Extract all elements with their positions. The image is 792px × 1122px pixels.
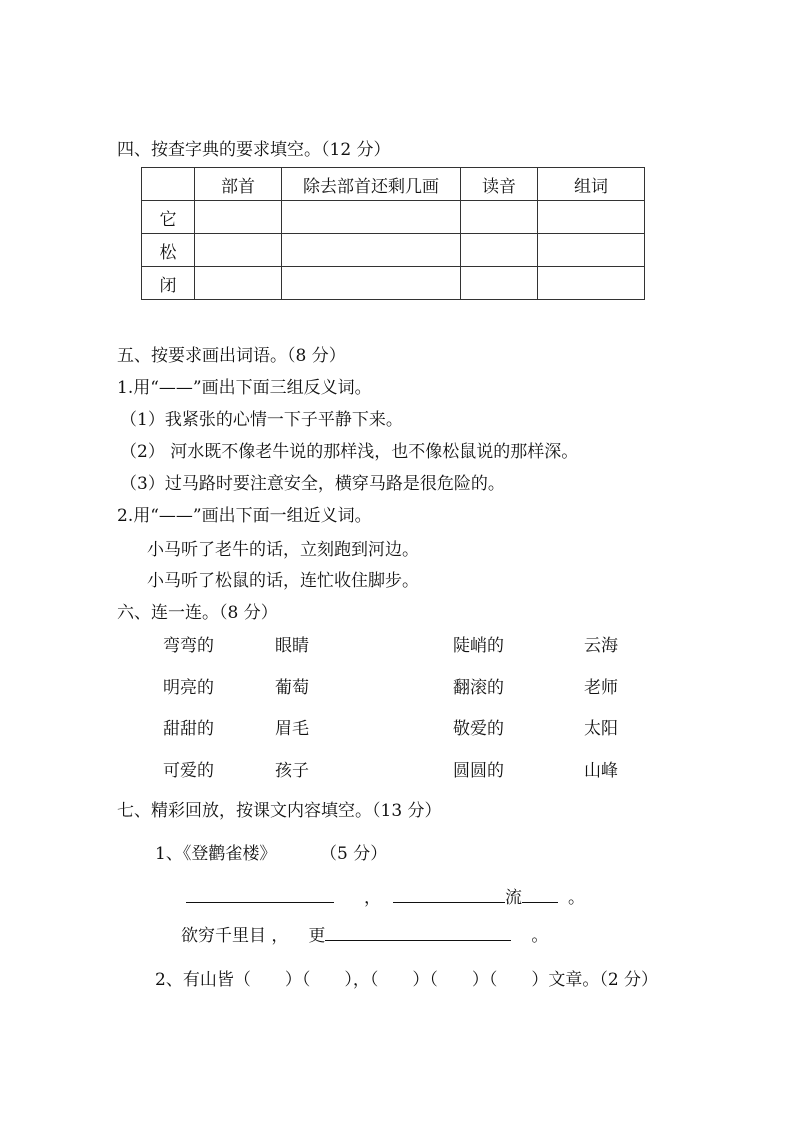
row-character: 闭	[142, 267, 195, 300]
blank-cell[interactable]	[282, 267, 461, 300]
match-word[interactable]: 眼睛	[275, 636, 309, 656]
table-header-cell: 读音	[461, 168, 538, 201]
section-6-title: 六、连一连。（8 分）	[117, 603, 278, 623]
match-word[interactable]: 明亮的	[163, 678, 214, 698]
sentence-item: 小马听了老牛的话，立刻跑到河边。	[147, 540, 419, 560]
sentence-item: （3）过马路时要注意安全，横穿马路是很危险的。	[120, 474, 505, 494]
blank-cell[interactable]	[538, 234, 645, 267]
blank-cell[interactable]	[461, 234, 538, 267]
poem-text: 欲穷千里目 ，	[181, 926, 289, 946]
table-header-cell: 除去部首还剩几画	[282, 168, 461, 201]
question-5-1: 1.用“——”画出下面三组反义词。	[117, 378, 372, 398]
sentence-item: （1）我紧张的心情一下子平静下来。	[120, 410, 403, 430]
section-7-title: 七、精彩回放，按课文内容填空。（13 分）	[117, 801, 442, 821]
match-word[interactable]: 甜甜的	[163, 719, 214, 739]
blank-line[interactable]	[325, 923, 511, 941]
poem-text: 更	[308, 926, 326, 946]
blank-cell[interactable]	[195, 201, 282, 234]
match-word[interactable]: 陡峭的	[453, 636, 504, 656]
match-word[interactable]: 圆圆的	[453, 761, 504, 781]
sentence-item: （2） 河水既不像老牛说的那样浅，也不像松鼠说的那样深。	[120, 442, 579, 462]
section-5-title: 五、按要求画出词语。（8 分）	[117, 346, 346, 366]
dictionary-table	[141, 167, 645, 300]
table-header-cell: 部首	[195, 168, 282, 201]
question-5-2: 2.用“——”画出下面一组近义词。	[117, 506, 372, 526]
blank-cell[interactable]	[195, 267, 282, 300]
match-word[interactable]: 眉毛	[275, 719, 309, 739]
blank-line[interactable]	[186, 885, 334, 903]
match-word[interactable]: 山峰	[584, 761, 618, 781]
blank-cell[interactable]	[282, 201, 461, 234]
blank-cell[interactable]	[461, 267, 538, 300]
question-7-1: 1、《登鹳雀楼》	[155, 844, 277, 864]
poem-line-1	[186, 883, 585, 908]
blank-line[interactable]	[522, 885, 558, 903]
comma: ，	[364, 888, 381, 908]
match-word[interactable]: 翻滚的	[453, 678, 504, 698]
match-word[interactable]: 老师	[584, 678, 618, 698]
match-word[interactable]: 可爱的	[163, 761, 214, 781]
table-row	[142, 201, 645, 234]
blank-cell[interactable]	[538, 267, 645, 300]
period: 。	[568, 888, 585, 908]
blank-cell[interactable]	[282, 234, 461, 267]
period: 。	[531, 926, 549, 946]
question-7-2: 2、有山皆（ ）（ ），（ ）（ ）（ ）文章。（2 分）	[155, 970, 659, 990]
match-word[interactable]: 云海	[584, 636, 618, 656]
section-4-title: 四、按查字典的要求填空。（12 分）	[117, 140, 391, 160]
sentence-item: 小马听了松鼠的话，连忙收住脚步。	[147, 571, 419, 591]
table-header-row	[142, 168, 645, 201]
table-header-cell: 组词	[538, 168, 645, 201]
match-word[interactable]: 葡萄	[275, 678, 309, 698]
blank-line[interactable]	[393, 885, 505, 903]
match-word[interactable]: 太阳	[584, 719, 618, 739]
question-7-1-score: （5 分）	[320, 844, 388, 864]
table-header-cell	[142, 168, 195, 201]
blank-cell[interactable]	[195, 234, 282, 267]
row-character: 松	[142, 234, 195, 267]
poem-text: 流	[505, 888, 522, 908]
match-word[interactable]: 孩子	[275, 761, 309, 781]
row-character: 它	[142, 201, 195, 234]
table-row	[142, 234, 645, 267]
blank-cell[interactable]	[538, 201, 645, 234]
match-word[interactable]: 弯弯的	[163, 636, 214, 656]
poem-line-2	[181, 921, 548, 946]
table-row	[142, 267, 645, 300]
match-word[interactable]: 敬爱的	[453, 719, 504, 739]
blank-cell[interactable]	[461, 201, 538, 234]
